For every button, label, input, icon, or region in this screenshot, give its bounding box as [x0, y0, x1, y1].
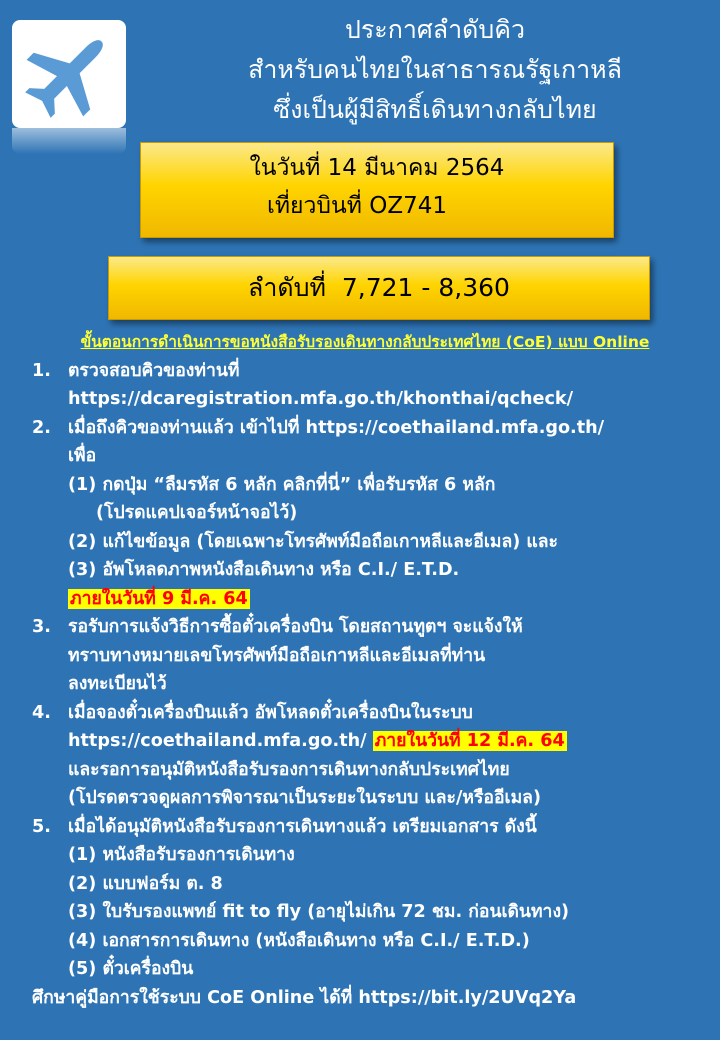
flight-number: เที่ยวบินที่ OZ741	[267, 193, 447, 219]
step-3	[0, 613, 720, 642]
header-line-3: ซึ่งเป็นผู้มีสิทธิ์เดินทางกลับไทย	[273, 95, 597, 124]
step-4-line-4: (โปรดตรวจดูผลการพิจารณาเป็นระยะในระบบ และ/หรืออีเมล)	[68, 788, 541, 808]
doc-item-3: (3) ใบรับรองแพทย์ fit to fly (อายุไม่เกิน 72 ชม. ก่อนเดินทาง)	[68, 902, 570, 922]
flight-date: ในวันที่ 14 มีนาคม 2564	[249, 155, 505, 181]
step-1	[0, 357, 720, 386]
flight-info-box	[140, 142, 614, 238]
announcement-header	[150, 10, 720, 130]
step-4-line-3: และรอการอนุมัติหนังสือรับรองการเดินทางกลับประเทศไทย	[68, 759, 510, 780]
step-2-sub-2: (2) แก้ไขข้อมูล (โดยเฉพาะโทรศัพท์มือถือเกาหลีและอีเมล) และ	[68, 531, 558, 552]
step-3-line-3: ลงทะเบียนไว้	[68, 674, 167, 694]
step-number: 1.	[32, 360, 51, 381]
deadline-highlight-2: ภายในวันที่ 12 มี.ค. 64	[374, 731, 565, 751]
steps-section	[0, 328, 720, 1012]
header-line-2: สำหรับคนไทยในสาธารณรัฐเกาหลี	[248, 55, 622, 84]
step-4-line-1: เมื่อจองตั๋วเครื่องบินแล้ว อัพโหลดตั๋วเครื่องบินในระบบ	[68, 702, 473, 723]
doc-item-5: (5) ตั๋วเครื่องบิน	[68, 959, 194, 979]
airplane-reflection	[12, 128, 126, 154]
step-2-sub-1b: (โปรดแคปเจอร์หน้าจอไว้)	[96, 503, 298, 523]
qcheck-link[interactable]: https://dcaregistration.mfa.go.th/khonthai/qcheck/	[68, 389, 574, 409]
queue-range: ลำดับที่ 7,721 - 8,360	[248, 273, 510, 302]
step-2-sub-1: (1) กดปุ่ม “ลืมรหัส 6 หลัก คลิกที่นี่” เพื่อรับรหัส 6 หลัก	[68, 474, 496, 495]
airplane-logo	[12, 20, 128, 136]
step-number: 4.	[32, 702, 51, 723]
manual-footer-link[interactable]: ศึกษาคู่มือการใช้ระบบ CoE Online ได้ที่ https://bit.ly/2UVq2Ya	[32, 987, 577, 1008]
step-5-line-1: เมื่อได้อนุมัติหนังสือรับรองการเดินทางแล้ว เตรียมเอกสาร ดังนี้	[68, 816, 537, 837]
coe-link[interactable]: https://coethailand.mfa.go.th/	[68, 731, 367, 751]
step-3-line-1: รอรับการแจ้งวิธีการซื้อตั๋วเครื่องบิน โดยสถานทูตฯ จะแจ้งให้	[68, 617, 523, 637]
doc-item-4: (4) เอกสารการเดินทาง (หนังสือเดินทาง หรือ C.I./ E.T.D.)	[68, 930, 530, 951]
step-2-line-1: เมื่อถึงคิวของท่านแล้ว เข้าไปที่ https://coethailand.mfa.go.th/	[68, 417, 605, 438]
step-number: 5.	[32, 816, 51, 837]
step-5	[0, 813, 720, 842]
queue-range-box	[108, 256, 650, 320]
doc-item-2: (2) แบบฟอร์ม ต. 8	[68, 873, 223, 894]
step-number: 3.	[32, 617, 51, 637]
airplane-tile	[12, 20, 126, 128]
step-number: 2.	[32, 417, 51, 438]
step-4	[0, 699, 720, 728]
airplane-icon	[12, 20, 126, 128]
deadline-highlight-1: ภายในวันที่ 9 มี.ค. 64	[70, 588, 248, 609]
step-2	[0, 414, 720, 443]
step-3-line-2: ทราบทางหมายเลขโทรศัพท์มือถือเกาหลีและอีเมลที่ท่าน	[68, 645, 486, 666]
step-2-sub-3: (3) อัพโหลดภาพหนังสือเดินทาง หรือ C.I./ E.T.D.	[68, 560, 460, 580]
step-1-line-1: ตรวจสอบคิวของท่านที่	[68, 360, 240, 381]
step-2-line-2: เพื่อ	[68, 446, 97, 466]
steps-title: ขั้นตอนการดำเนินการขอหนังสือรับรองเดินทางกลับประเทศไทย (CoE) แบบ Online	[80, 333, 650, 351]
header-line-1: ประกาศลำดับคิว	[345, 15, 525, 44]
doc-item-1: (1) หนังสือรับรองการเดินทาง	[68, 845, 295, 865]
